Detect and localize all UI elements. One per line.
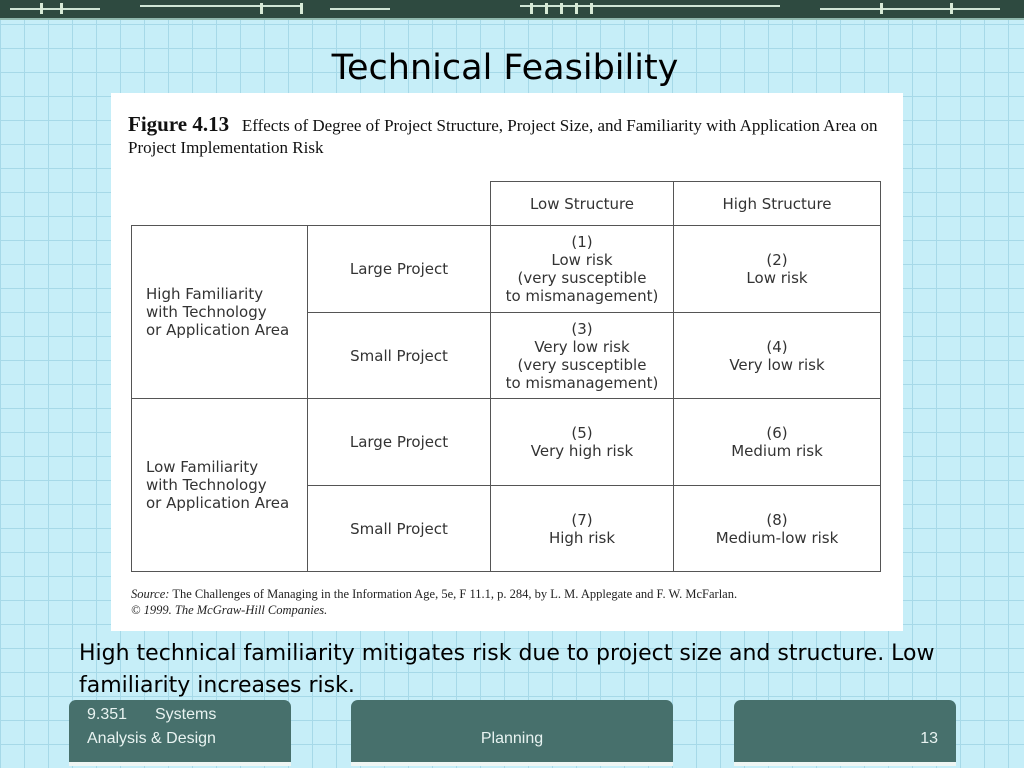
table-cell: (1) Low risk (very susceptible to mismanagement) <box>505 233 659 305</box>
table-cell: (7) High risk <box>548 510 616 547</box>
column-header-low-structure: Low Structure <box>529 194 635 213</box>
source-text: The Challenges of Managing in the Information Age, 5e, F 11.1, p. 284, by L. M. Applegate and F. W. McFarlan. <box>172 587 738 601</box>
group-label-low-familiarity: Low Familiarity with Technology or Application Area <box>146 458 290 512</box>
risk-table <box>111 93 903 631</box>
table-cell: (4) Very low risk <box>729 337 825 374</box>
figure-number: Figure 4.13 <box>128 112 230 136</box>
figure-source <box>131 586 891 618</box>
figure-caption-text: Effects of Degree of Project Structure, Project Size, and Familiarity with Application Area on Project Implementation Risk <box>128 116 878 157</box>
footer-section-box <box>351 700 673 762</box>
course-title-line-1: Systems <box>155 706 217 723</box>
figure-panel <box>111 93 903 631</box>
table-cell: (5) Very high risk <box>530 424 634 460</box>
row-label: Large Project <box>349 260 449 278</box>
table-cell: (3) Very low risk (very susceptible to mismanagement) <box>505 319 659 392</box>
table-cell: (8) Medium-low risk <box>715 510 839 547</box>
footer-page-box <box>734 700 956 762</box>
footer-section: Planning <box>480 730 544 747</box>
group-label-high-familiarity: High Familiarity with Technology or Application Area <box>146 285 290 339</box>
page-number: 13 <box>920 730 938 747</box>
circuit-banner <box>0 0 1024 20</box>
slide-title: Technical Feasibility <box>331 48 679 88</box>
slide-body-text: High technical familiarity mitigates risk due to project size and structure. Low familiarity increases risk. <box>79 641 935 698</box>
table-cell: (6) Medium risk <box>731 424 823 460</box>
footer-course-box <box>69 700 291 762</box>
table-cell: (2) Low risk <box>746 251 808 287</box>
row-label: Small Project <box>350 519 448 538</box>
column-header-high-structure: High Structure <box>722 194 832 213</box>
copyright: © 1999. The McGraw-Hill Companies. <box>131 603 328 617</box>
course-number: 9.351 <box>87 706 128 723</box>
source-label: Source: <box>131 587 170 601</box>
row-label: Large Project <box>349 433 449 451</box>
row-label: Small Project <box>350 346 448 365</box>
course-title-line-2: Analysis & Design <box>87 730 216 747</box>
